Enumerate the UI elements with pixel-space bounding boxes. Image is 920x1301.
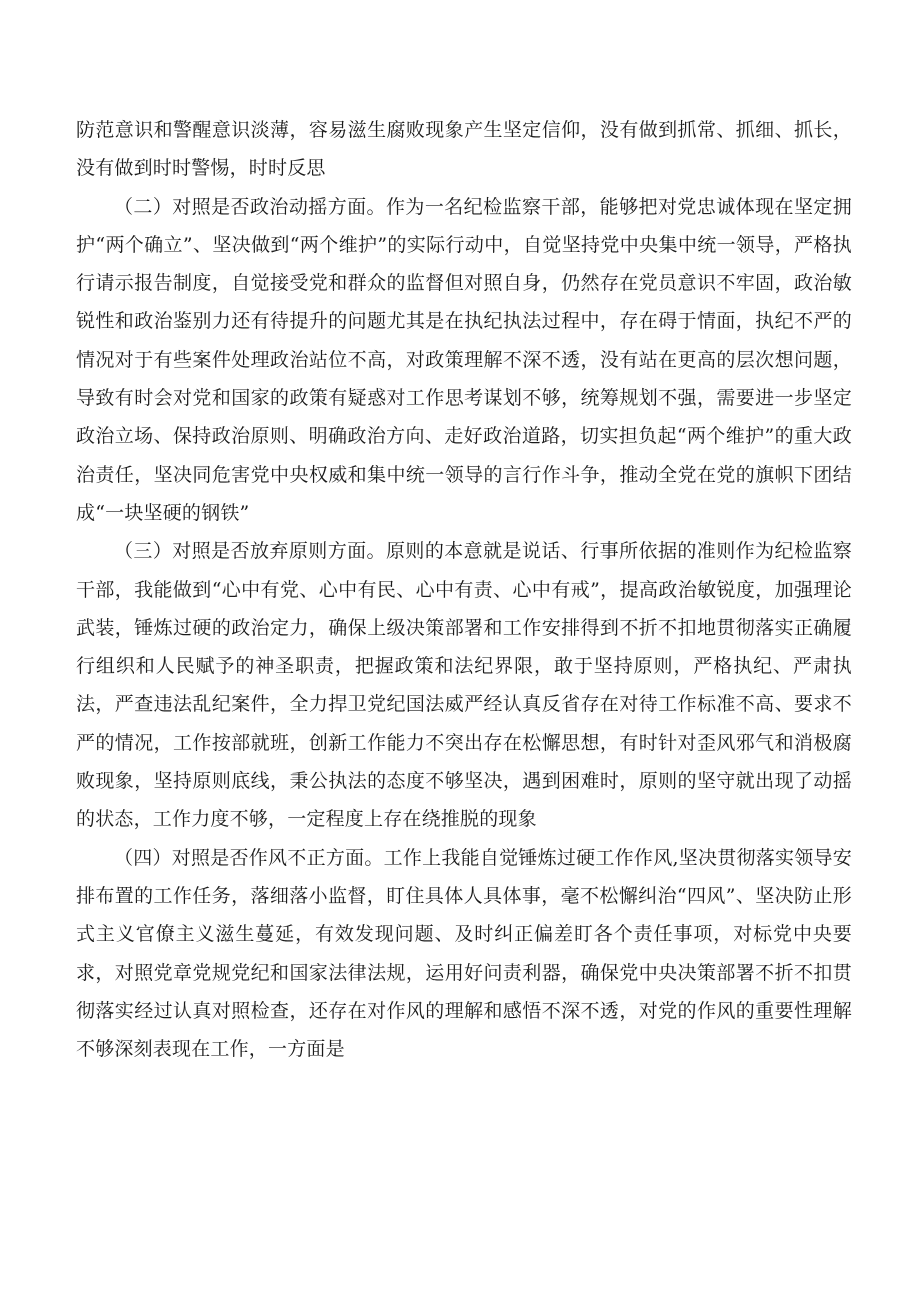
paragraph-continuation: 防范意识和警醒意识淡薄，容易滋生腐败现象产生坚定信仰，没有做到抓常、抓细、抓长，没有做到时时警惕，时时反思 xyxy=(76,119,852,180)
document-body xyxy=(76,111,852,1068)
paragraph-improper-style: （四）对照是否作风不正方面。工作上我能自觉锤炼过硬工作作风,坚决贯彻落实领导安排布置的工作任务，落细落小监督，盯住具体人具体事，毫不松懈纠治“四风”、坚决防止形式主义官僚主义滋生蔓延，有效发现问题、及时纠正偏差盯各个责任事项，对标党中央要求，对照党章党规党纪和国家法律法规，运用好问责利器，确保党中央决策部署不折不扣贯彻落实经过认真对照检查，还存在对作风的理解和感悟不深不透，对党的作风的重要性理解不够深刻表现在工作，一方面是 xyxy=(76,846,852,1061)
paragraph-abandoning-principles: （三）对照是否放弃原则方面。原则的本意就是说话、行事所依据的准则作为纪检监察干部，我能做到“心中有党、心中有民、心中有责、心中有戒”，提高政治敏锐度，加强理论武装，锤炼过硬的政治定力，确保上级决策部署和工作安排得到不折不扣地贯彻落实正确履行组织和人民赋予的神圣职责，把握政策和法纪界限，敢于坚持原则，严格执纪、严肃执法，严查违法乱纪案件，全力捍卫党纪国法威严经认真反省存在对待工作标准不高、要求不严的情况，工作按部就班，创新工作能力不突出存在松懈思想，有时针对歪风邪气和消极腐败现象，坚持原则底线，秉公执法的态度不够坚决，遇到困难时，原则的坚守就出现了动摇的状态，工作力度不够，一定程度上存在绕推脱的现象 xyxy=(76,540,852,831)
paragraph-political-wavering: （二）对照是否政治动摇方面。作为一名纪检监察干部，能够把对党忠诚体现在坚定拥护“两个确立”、坚决做到“两个维护”的实际行动中，自觉坚持党中央集中统一领导，严格执行请示报告制度，自觉接受党和群众的监督但对照自身，仍然存在党员意识不牢固，政治敏锐性和政治鉴别力还有待提升的问题尤其是在执纪执法过程中，存在碍于情面，执纪不严的情况对于有些案件处理政治站位不高，对政策理解不深不透，没有站在更高的层次想问题，导致有时会对党和国家的政策有疑惑对工作思考谋划不够，统筹规划不强，需要进一步坚定政治立场、保持政治原则、明确政治方向、走好政治道路，切实担负起“两个维护”的重大政治责任，坚决同危害党中央权威和集中统一领导的言行作斗争，推动全党在党的旗帜下团结成“一块坚硬的钢铁” xyxy=(76,195,852,524)
